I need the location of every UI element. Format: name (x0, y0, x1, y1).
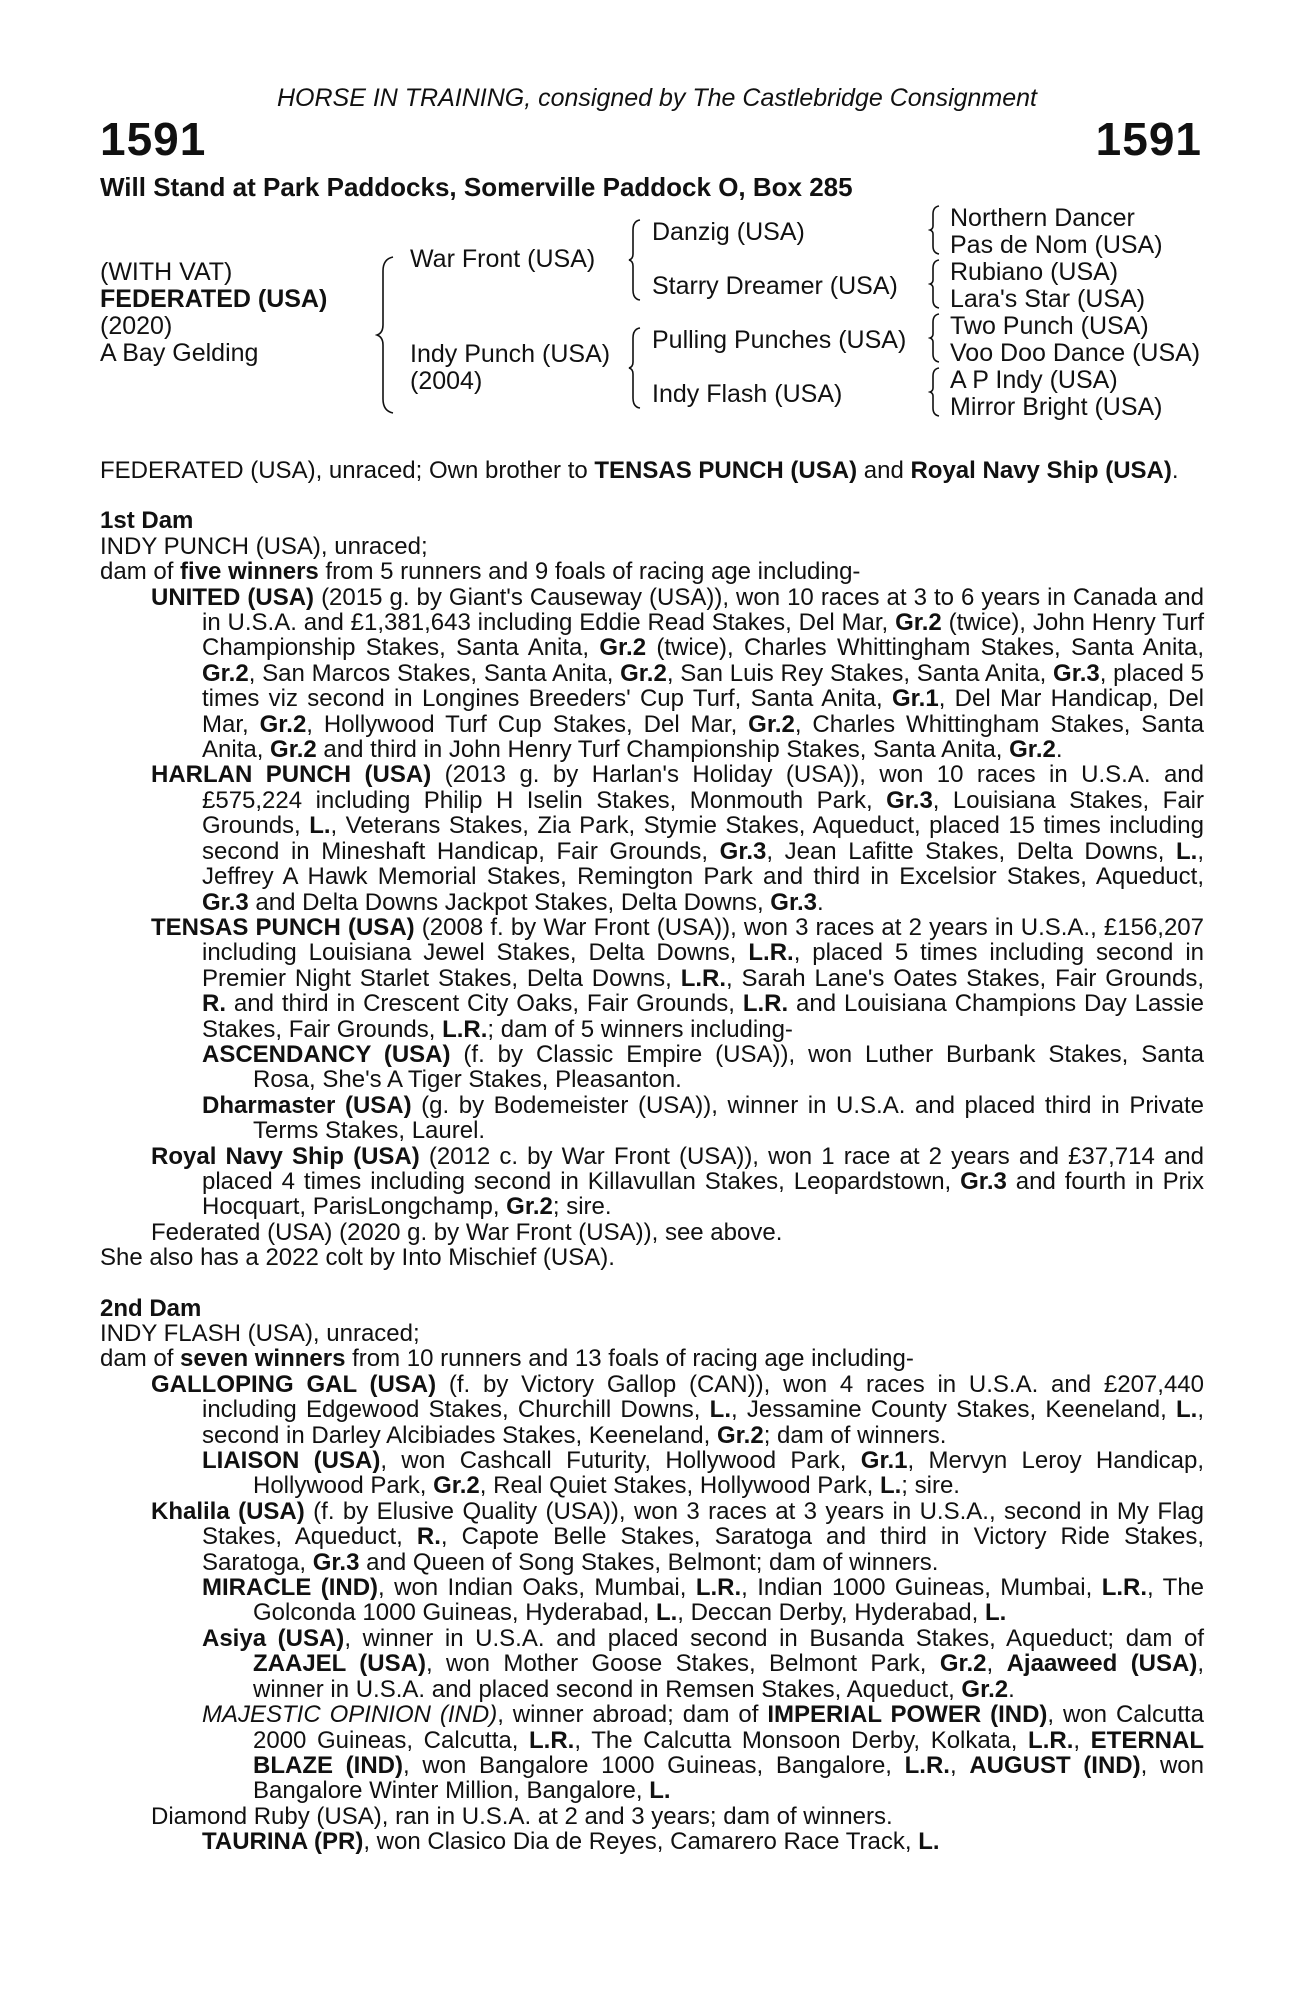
fd-l2a: dam of (100, 558, 181, 586)
ped-dss: Two Punch (USA) (950, 312, 1149, 340)
summary-and: and (857, 457, 911, 484)
summary-paragraph (100, 458, 1204, 483)
fd-l2b: five winners (180, 558, 319, 586)
produce-miracle: MIRACLE (IND), won Indian Oaks, Mumbai, L.R., Indian 1000 Guineas, Mumbai, L.R., The Golconda 1000 Guineas, Hyderabad, L., Deccan Derby, Hyderabad, L. (202, 1574, 1205, 1627)
ped-ssd: Pas de Nom (USA) (950, 231, 1163, 259)
brace-sd (928, 258, 942, 310)
lot-number-right: 1591 (1095, 113, 1202, 165)
ped-sdd: Lara's Star (USA) (950, 285, 1146, 313)
fd-l2c: from 5 runners and 9 foals of racing age including- (318, 558, 861, 586)
ped-dsd: Voo Doo Dance (USA) (950, 339, 1201, 367)
ped-sds: Rubiano (USA) (950, 258, 1119, 286)
brace-ss (928, 204, 942, 256)
ped-ddd: Mirror Bright (USA) (950, 393, 1163, 421)
produce-tensas-punch: TENSAS PUNCH (USA) (2008 f. by War Front (USA)), won 3 races at 2 years in U.S.A., £156,207 including Louisiana Jewel Stakes, Delta Downs, L.R., placed 5 times including second in Premier Night Starlet Stakes, Delta Downs, L.R., Sarah Lane's Oates Stakes, Fair Grounds, R. and third in Crescent City Oaks, Fair Grounds, L.R. and Louisiana Champions Day Lassie Stakes, Fair Grounds, L.R.; dam of 5 winners including- (151, 913, 1205, 1043)
produce-asiya: Asiya (USA), winner in U.S.A. and placed second in Busanda Stakes, Aqueduct; dam of ZAAJEL (USA), won Mother Goose Stakes, Belmont Park, Gr.2, Ajaaweed (USA), winner in U.S.A. and placed second in Remsen Stakes, Aqueduct, Gr.2. (202, 1624, 1205, 1703)
horse-name: FEDERATED (USA) (100, 285, 328, 313)
produce-federated: Federated (USA) (2020 g. by War Front (USA)), see above. (151, 1218, 783, 1246)
second-dam-produce-line (100, 1346, 1204, 1371)
vat-note: (WITH VAT) (100, 258, 233, 286)
summary-end: . (1171, 457, 1179, 484)
first-dam-produce-line (100, 559, 1204, 584)
sire-name: War Front (USA) (410, 245, 596, 273)
lot-number-left: 1591 (100, 113, 207, 165)
produce-harlan-punch: HARLAN PUNCH (USA) (2013 g. by Harlan's Holiday (USA)), won 10 races in U.S.A. and £575,224 including Philip H Iselin Stakes, Monmouth Park, Gr.3, Louisiana Stakes, Fair Grounds, L., Veterans Stakes, Zia Park, Stymie Stakes, Aqueduct, placed 15 times including second in Mineshaft Handicap, Fair Grounds, Gr.3, Jean Lafitte Stakes, Delta Downs, L., Jeffrey A Hawk Memorial Stakes, Remington Park and third in Excelsior Stakes, Aqueduct, Gr.3 and Delta Downs Jackpot Stakes, Delta Downs, Gr.3. (151, 761, 1205, 916)
brace-dam (627, 326, 643, 410)
horse-description: A Bay Gelding (100, 339, 259, 367)
brace-sire (627, 218, 643, 302)
sire-sire: Danzig (USA) (652, 218, 805, 246)
stand-info: Will Stand at Park Paddocks, Somerville Paddock O, Box 285 (100, 172, 853, 202)
ped-sss: Northern Dancer (950, 204, 1135, 232)
second-dam-heading: 2nd Dam (100, 1294, 202, 1322)
horse-year: (2020) (100, 312, 173, 340)
produce-taurina: TAURINA (PR), won Clasico Dia de Reyes, Camarero Race Track, L. (202, 1828, 940, 1856)
sd-l2a: dam of (100, 1345, 181, 1373)
produce-dharmaster: Dharmaster (USA) (g. by Bodemeister (USA)), winner in U.S.A. and placed third in Private Terms Stakes, Laurel. (202, 1091, 1205, 1145)
produce-liaison: LIAISON (USA), won Cashcall Futurity, Hollywood Park, Gr.1, Mervyn Leroy Handicap, Hollywood Park, Gr.2, Real Quiet Stakes, Hollywood Park, L.; sire. (202, 1447, 1204, 1500)
produce-diamond-ruby: Diamond Ruby (USA), ran in U.S.A. at 2 and 3 years; dam of winners. (151, 1802, 893, 1830)
produce-ascendancy: ASCENDANCY (USA) (f. by Classic Empire (USA)), won Luther Burbank Stakes, Santa Rosa, She's A Tiger Stakes, Pleasanton. (202, 1040, 1204, 1094)
brace-ds (928, 312, 942, 364)
produce-galloping-gal: GALLOPING GAL (USA) (f. by Victory Gallop (CAN)), won 4 races in U.S.A. and £207,440 including Edgewood Stakes, Churchill Downs, L., Jessamine County Stakes, Keeneland, L., second in Darley Alcibiades Stakes, Keeneland, Gr.2; dam of winners. (151, 1370, 1204, 1449)
brace-dd (928, 366, 942, 418)
produce-khalila: Khalila (USA) (f. by Elusive Quality (USA)), won 3 races at 3 years in U.S.A., second in My Flag Stakes, Aqueduct, R., Capote Belle Stakes, Saratoga and third in Victory Ride Stakes, Saratoga, Gr.3 and Queen of Song Stakes, Belmont; dam of winners. (151, 1497, 1205, 1576)
second-dam-line: INDY FLASH (USA), unraced; (100, 1320, 420, 1347)
summary-sibling-1: TENSAS PUNCH (USA) (594, 457, 858, 484)
sire-dam: Starry Dreamer (USA) (652, 272, 898, 300)
sd-l2c: from 10 runners and 13 foals of racing age including- (345, 1345, 914, 1373)
summary-sibling-2: Royal Navy Ship (USA) (910, 457, 1172, 484)
summary-text: FEDERATED (USA), unraced; Own brother to (100, 457, 595, 484)
dam-name: Indy Punch (USA) (410, 340, 611, 368)
sd-l2b: seven winners (180, 1345, 346, 1373)
dam-year: (2004) (410, 367, 483, 395)
brace-generation-1 (375, 255, 397, 415)
ped-dds: A P Indy (USA) (950, 366, 1118, 394)
first-dam-heading: 1st Dam (100, 507, 194, 535)
produce-united: UNITED (USA) (2015 g. by Giant's Causeway (USA)), won 10 races at 3 to 6 years in Canada and in U.S.A. and £1,381,643 including Eddie Read Stakes, Del Mar, Gr.2 (twice), John Henry Turf Championship Stakes, Santa Anita, Gr.2 (twice), Charles Whittingham Stakes, Santa Anita, Gr.2, San Marcos Stakes, Santa Anita, Gr.2, San Luis Rey Stakes, Santa Anita, Gr.3, placed 5 times viz second in Longines Breeders' Cup Turf, Santa Anita, Gr.1, Del Mar Handicap, Del Mar, Gr.2, Hollywood Turf Cup Stakes, Del Mar, Gr.2, Charles Whittingham Stakes, Santa Anita, Gr.2 and third in John Henry Turf Championship Stakes, Santa Anita, Gr.2. (151, 583, 1205, 764)
dam-sire: Pulling Punches (USA) (652, 326, 907, 354)
produce-2022-colt: She also has a 2022 colt by Into Mischief (USA). (100, 1244, 615, 1272)
first-dam-line: INDY PUNCH (USA), unraced; (100, 532, 428, 560)
produce-majestic-opinion: MAJESTIC OPINION (IND), winner abroad; dam of IMPERIAL POWER (IND), won Calcutta 2000 Guineas, Calcutta, L.R., The Calcutta Monsoon Derby, Kolkata, L.R., ETERNAL BLAZE (IND), won Bangalore 1000 Guineas, Bangalore, L.R., AUGUST (IND), won Bangalore Winter Million, Bangalore, L. (202, 1701, 1205, 1805)
dam-dam: Indy Flash (USA) (652, 380, 843, 408)
catalogue-body (100, 458, 1204, 1855)
page-header: HORSE IN TRAINING, consigned by The Castlebridge Consignment (276, 84, 1038, 112)
produce-royal-navy-ship: Royal Navy Ship (USA) (2012 c. by War Front (USA)), won 1 race at 2 years and £37,714 and placed 4 times including second in Killavullan Stakes, Leopardstown, Gr.3 and fourth in Prix Hocquart, ParisLongchamp, Gr.2; sire. (151, 1142, 1205, 1221)
